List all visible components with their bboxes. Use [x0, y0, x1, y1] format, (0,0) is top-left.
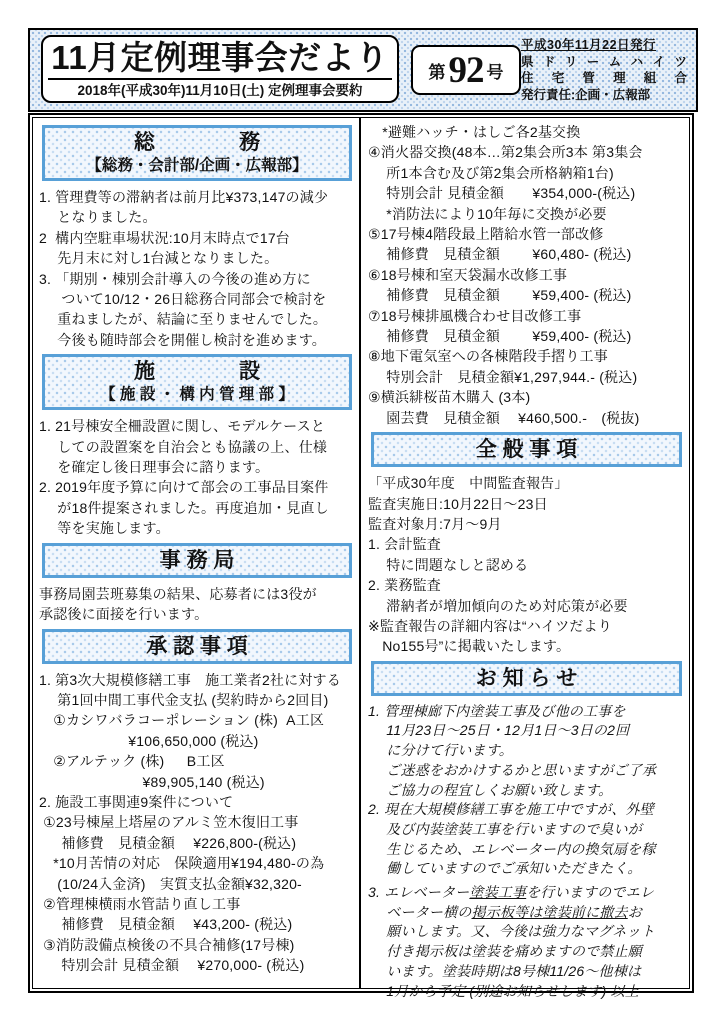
text-line: ⑦18号棟排風機合わせ目改修工事: [368, 307, 582, 324]
text-line: 付き掲示板は塗装を痛めますので禁止願: [368, 943, 642, 960]
text-line: 特に問題なしと認める: [368, 556, 529, 573]
section-header-general-matters: [371, 432, 682, 467]
section-title: お 知 ら せ: [475, 666, 578, 690]
text-line: に分けて行います。: [368, 742, 513, 759]
section-header-approved-items: [42, 629, 352, 664]
org-name-line2: 住宅管理組合: [521, 71, 687, 85]
text-line: ついて10/12・26日総務合同部会で検討を: [39, 291, 327, 308]
text-line: を確定し後日理事会に諮ります。: [39, 459, 270, 476]
text-line: 先月末に対し1台減となりました。: [39, 250, 279, 267]
text-line: 特別会計 見積金額¥1,297,944.- (税込): [368, 368, 638, 385]
text-line: 願いします。又、今後は強力なマグネット: [368, 923, 655, 940]
text-line: が18件提案されました。再度追加・見直し: [39, 499, 329, 516]
publish-date: 平成30年11月22日発行: [521, 38, 657, 52]
newsletter-title: 11月定例理事会だより: [48, 37, 392, 80]
text-line: 生じるため、エレベーター内の換気扇を稼: [368, 840, 656, 857]
text-line: ご協力の程宜しくお願い致します。: [368, 781, 613, 798]
content-frame-inner: [32, 117, 690, 999]
text-line: 特別会計 見積金額 ¥270,000- (税込): [39, 957, 305, 974]
general-affairs-body: [39, 187, 355, 350]
section-title: 全 般 事 項: [475, 438, 578, 462]
text-segment: お: [627, 903, 642, 920]
notice-items-1-2: [368, 702, 685, 879]
section-header-secretariat: [42, 543, 352, 578]
left-column: [33, 118, 361, 988]
text-line: 今後も随時部会を開催し検討を進めます。: [39, 331, 326, 348]
text-line: 1. 管理費等の滞納者は前月比¥373,147の減少: [39, 189, 329, 205]
text-line: 園芸費 見積金額 ¥460,500.- (税抜): [368, 409, 640, 426]
title-box: [41, 35, 399, 103]
issue-number-box: [411, 45, 521, 95]
text-line: ④消火器交換(48本…第2集会所3本 第3集会: [368, 144, 643, 161]
text-line: 特別会計 見積金額 ¥354,000-(税込): [368, 185, 636, 202]
text-line: 補修費 見積金額 ¥59,400- (税込): [368, 287, 632, 304]
notice-item-3-tail: [368, 922, 685, 1001]
section-title: 事 務 局: [159, 548, 235, 572]
text-line: *避難ハッチ・はしご各2基交換: [368, 124, 581, 140]
text-line: となりました。: [39, 209, 157, 226]
text-line: ③消防設備点検後の不具合補修(17号棟): [39, 936, 295, 953]
publish-responsibility: 発行責任:企画・広報部: [521, 87, 651, 102]
text-line: ⑨横浜緋桜苗木購入 (3本): [368, 389, 531, 406]
text-line: 重ねましたが、結論に至りませんでした。: [39, 311, 328, 328]
text-line: ご迷惑をおかけするかと思いますがご了承: [368, 761, 657, 778]
text-line: しての設置案を自治会とも協議の上、仕様: [39, 438, 328, 455]
text-line: ¥106,650,000 (税込): [39, 732, 259, 749]
text-line: ¥89,905,140 (税込): [39, 773, 265, 790]
text-line: 2. 施設工事関連9案件について: [39, 793, 234, 810]
text-line: 1月から予定 (別途お知らせします) 以上: [368, 982, 639, 999]
text-line: ※監査報告の詳細内容は“ハイツだより: [368, 617, 612, 634]
header-band: [28, 28, 698, 112]
text-line: 補修費 見積金額 ¥59,400- (税込): [368, 328, 632, 345]
general-matters-body: [368, 473, 685, 657]
notices-body: [368, 702, 685, 1002]
section-title: 承 認 事 項: [146, 634, 248, 658]
section-header-general-affairs: [42, 125, 352, 181]
text-line: 2. 2019年度予算に向けて部会の工事品目案件: [39, 479, 329, 496]
underlined-text: 掲示板等は塗装前に撤去: [471, 903, 628, 920]
text-line: 補修費 見積金額 ¥226,800-(税込): [39, 834, 297, 851]
org-name-line1: 県ドリームハイツ: [521, 54, 687, 69]
text-line: 2. 現在大規模修繕工事を施工中ですが、外壁: [368, 801, 654, 818]
text-line: 1. 管理棟廊下内塗装工事及び他の工事を: [368, 702, 626, 719]
approved-items-body-left: [39, 670, 355, 976]
text-line: 第1回中間工事代金支払 (契約時から2回目): [39, 691, 329, 708]
section-title: 総 務: [134, 131, 260, 154]
text-line: ②アルテック (株) B工区: [39, 753, 225, 770]
content-frame: [28, 113, 694, 999]
section-title: 施 設: [134, 360, 260, 384]
text-line: 承認後に面接を行います。: [39, 606, 209, 623]
facilities-body: [39, 416, 355, 538]
text-line: 滞納者が増加傾向のため対応策が必要: [368, 597, 628, 614]
section-subtitle: 【総務・会計部/企画・広報部】: [86, 157, 308, 174]
text-line: 2 構内空駐車場状況:10月末時点で17台: [39, 229, 290, 246]
text-line: 監査対象月:7月〜9月: [368, 515, 502, 532]
text-line: 11月23日〜25日・12月1日〜3日の2回: [368, 722, 630, 739]
text-segment: エレベーター: [384, 884, 470, 901]
text-line: *消防法により10年毎に交換が必要: [368, 205, 607, 222]
text-line: 「平成30年度 中間監査報告」: [368, 475, 569, 492]
text-line: 等を実施します。: [39, 520, 170, 537]
underlined-text: 塗装工事: [469, 884, 527, 901]
text-line: 1. 21号棟安全柵設置に関し、モデルケースと: [39, 418, 326, 435]
text-line: ②管理棟横雨水管詰り直し工事: [39, 895, 241, 912]
notice-item-3-line-2: [368, 903, 685, 923]
text-segment: ベーター横の: [368, 903, 472, 920]
text-line: ⑤17号棟4階段最上階給水管一部改修: [368, 226, 604, 243]
text-line: 1. 第3次大規模修繕工事 施工業者2社に対する: [39, 671, 341, 688]
text-line: います。塗装時期は8号棟11/26〜他棟は: [368, 962, 642, 979]
text-line: 及び内装塗装工事を行いますので臭いが: [368, 820, 642, 837]
text-line: ⑥18号棟和室天袋漏水改修工事: [368, 266, 568, 283]
text-line: (10/24入金済) 実質支払金額¥32,320-: [39, 875, 302, 892]
issue-number: 92: [448, 49, 484, 91]
section-subtitle: 【 施 設 ・ 構 内 管 理 部 】: [100, 386, 294, 404]
text-segment: 3.: [368, 884, 385, 901]
issue-suffix: 号: [486, 62, 504, 82]
text-line: ①23号棟屋上塔屋のアルミ笠木復旧工事: [39, 814, 299, 831]
text-line: *10月苦情の対応 保険適用¥194,480-の為: [39, 855, 325, 872]
text-line: 事務局園芸班募集の結果、応募者には3役が: [39, 585, 317, 602]
text-line: 補修費 見積金額 ¥60,480- (税込): [368, 246, 632, 263]
text-line: 1. 会計監査: [368, 536, 441, 553]
text-line: ①カシワバラコーポレーション (株) A工区: [39, 712, 325, 729]
publisher-info: [521, 37, 687, 103]
text-line: 3. 「期別・棟別会計導入の今後の進め方に: [39, 270, 311, 287]
text-line: 補修費 見積金額 ¥43,200- (税込): [39, 916, 293, 933]
right-column: [361, 118, 689, 999]
text-line: 2. 業務監査: [368, 577, 441, 594]
notice-item-3-line-1: [368, 883, 685, 903]
text-line: ⑧地下電気室への各棟階段手摺り工事: [368, 348, 608, 365]
section-header-notices: [371, 661, 682, 696]
section-header-facilities: [42, 354, 352, 410]
text-line: 所1本含む及び第2集会所格納箱1台): [368, 164, 614, 181]
issue-prefix: 第: [428, 62, 446, 82]
secretariat-body: [39, 584, 355, 625]
newsletter-subtitle: 2018年(平成30年)11月10日(土) 定例理事会要約: [77, 83, 363, 98]
approved-items-body-right: [368, 122, 685, 428]
text-segment: を行いますのでエレ: [526, 884, 654, 901]
text-line: No155号”に掲載いたします。: [368, 638, 571, 655]
text-line: 監査実施日:10月22日〜23日: [368, 495, 548, 512]
text-line: 働していますのでご承知いただきたく。: [368, 860, 642, 877]
